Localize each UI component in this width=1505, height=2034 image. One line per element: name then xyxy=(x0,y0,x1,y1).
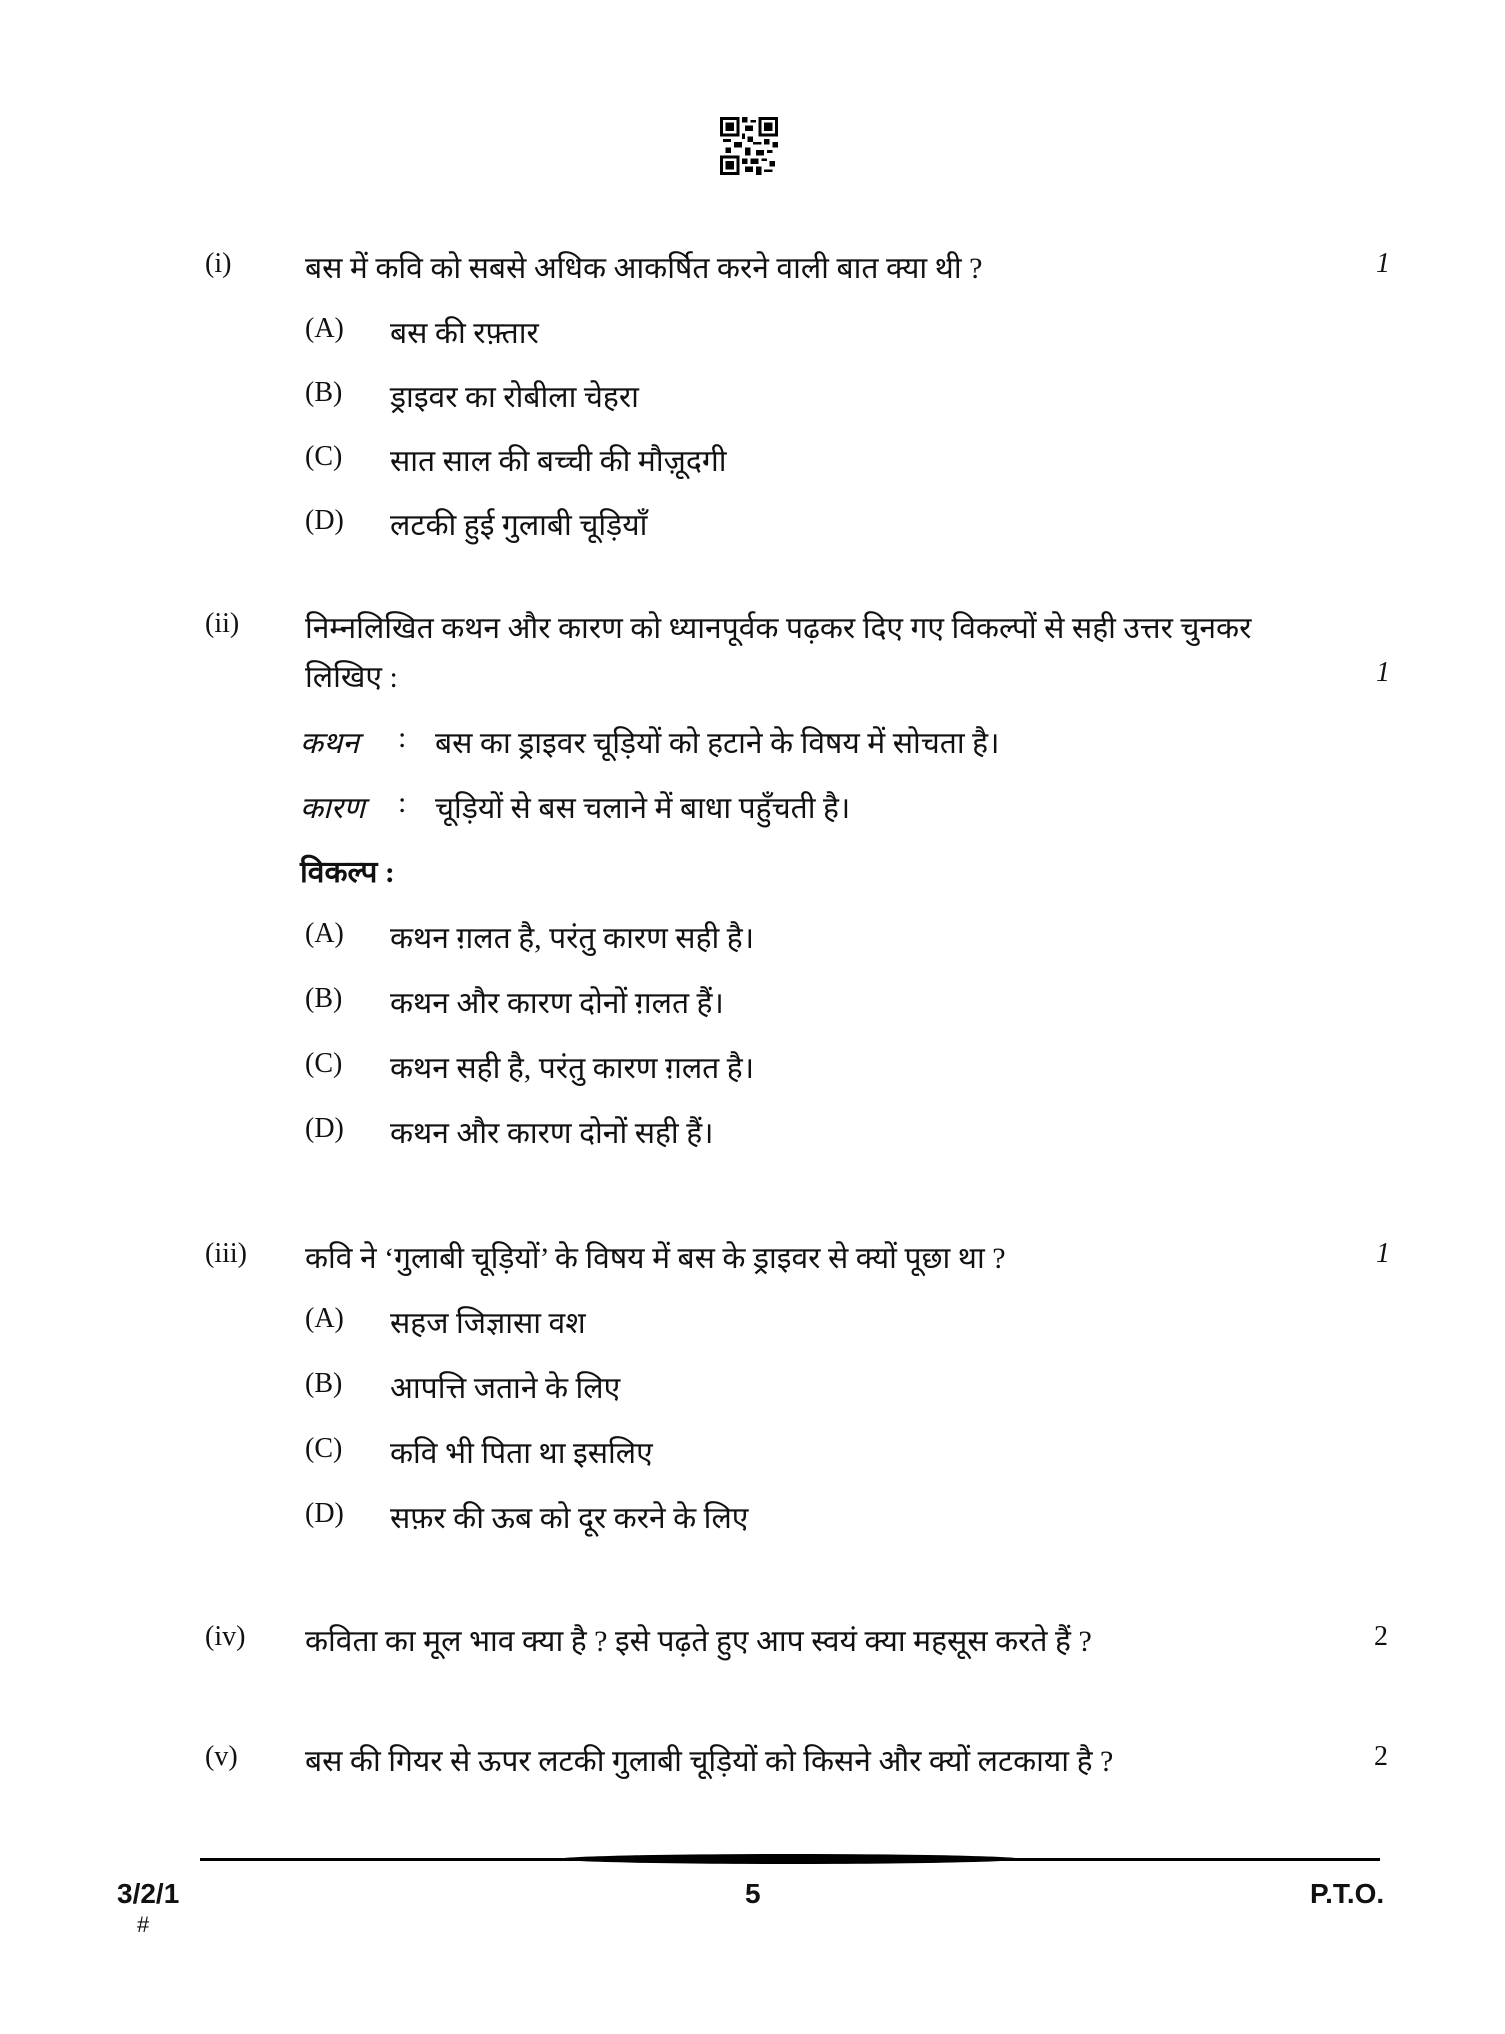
option-text: कथन ग़लत है, परंतु कारण सही है। xyxy=(390,922,755,955)
question-text: बस की गियर से ऊपर लटकी गुलाबी चूड़ियों को किसने और क्यों लटकाया है ? xyxy=(305,1745,1114,1778)
option-text: कथन और कारण दोनों सही हैं। xyxy=(390,1117,714,1150)
question-label: (v) xyxy=(205,1741,238,1772)
paper-hash: # xyxy=(137,1912,150,1937)
question-marks: 2 xyxy=(1374,1621,1388,1652)
reason-text: चूड़ियों से बस चलाने में बाधा पहुँचती है। xyxy=(435,792,851,825)
option-text: कवि भी पिता था इसलिए xyxy=(390,1437,653,1470)
question-label: (iv) xyxy=(205,1621,246,1652)
option-text: आपत्ति जताने के लिए xyxy=(390,1372,621,1405)
option-text: बस की रफ़्तार xyxy=(390,317,539,350)
option-text: सफ़र की ऊब को दूर करने के लिए xyxy=(390,1502,749,1535)
option-label: (A) xyxy=(305,1303,344,1334)
question-text: कवि ने ‘गुलाबी चूड़ियों’ के विषय में बस के ड्राइवर से क्यों पूछा था ? xyxy=(305,1242,1006,1275)
assertion-label: कथन xyxy=(300,727,359,760)
option-text: ड्राइवर का रोबीला चेहरा xyxy=(390,381,639,414)
footer-rule-thick xyxy=(560,1854,1020,1864)
options-heading: विकल्प : xyxy=(300,856,395,889)
option-label: (C) xyxy=(305,1048,343,1079)
option-label: (A) xyxy=(305,313,344,344)
option-label: (C) xyxy=(305,441,343,472)
option-label: (B) xyxy=(305,1368,343,1399)
reason-label: कारण xyxy=(300,792,365,825)
question-label: (ii) xyxy=(205,608,240,639)
question-text: बस में कवि को सबसे अधिक आकर्षित करने वाली बात क्या थी ? xyxy=(305,252,983,285)
question-marks: 2 xyxy=(1374,1741,1388,1772)
reason-separator: : xyxy=(398,786,407,819)
assertion-text: बस का ड्राइवर चूड़ियों को हटाने के विषय में सोचता है। xyxy=(435,727,1000,760)
option-label: (D) xyxy=(305,505,344,536)
option-label: (B) xyxy=(305,377,343,408)
option-label: (B) xyxy=(305,983,343,1014)
question-text-line1: निम्नलिखित कथन और कारण को ध्यानपूर्वक पढ़कर दिए गए विकल्पों से सही उत्तर चुनकर xyxy=(305,612,1252,645)
option-text: कथन सही है, परंतु कारण ग़लत है। xyxy=(390,1052,755,1085)
option-text: लटकी हुई गुलाबी चूड़ियाँ xyxy=(390,509,648,542)
option-label: (C) xyxy=(305,1433,343,1464)
question-label: (iii) xyxy=(205,1238,247,1269)
question-marks: 1 xyxy=(1376,657,1390,688)
option-label: (A) xyxy=(305,918,344,949)
option-label: (D) xyxy=(305,1498,344,1529)
option-text: सहज जिज्ञासा वश xyxy=(390,1307,586,1340)
paper-code: 3/2/1 xyxy=(117,1878,180,1909)
qr-code-icon xyxy=(720,117,778,175)
page-number: 5 xyxy=(745,1878,761,1909)
option-label: (D) xyxy=(305,1113,344,1144)
question-text: कविता का मूल भाव क्या है ? इसे पढ़ते हुए आप स्वयं क्या महसूस करते हैं ? xyxy=(305,1625,1092,1658)
assertion-separator: : xyxy=(398,721,407,754)
option-text: कथन और कारण दोनों ग़लत हैं। xyxy=(390,987,724,1020)
question-label: (i) xyxy=(205,248,232,279)
question-marks: 1 xyxy=(1376,248,1390,279)
option-text: सात साल की बच्ची की मौज़ूदगी xyxy=(390,445,727,478)
pto-label: P.T.O. xyxy=(1310,1878,1385,1909)
question-text-line2: लिखिए : xyxy=(305,661,398,694)
question-marks: 1 xyxy=(1376,1238,1390,1269)
